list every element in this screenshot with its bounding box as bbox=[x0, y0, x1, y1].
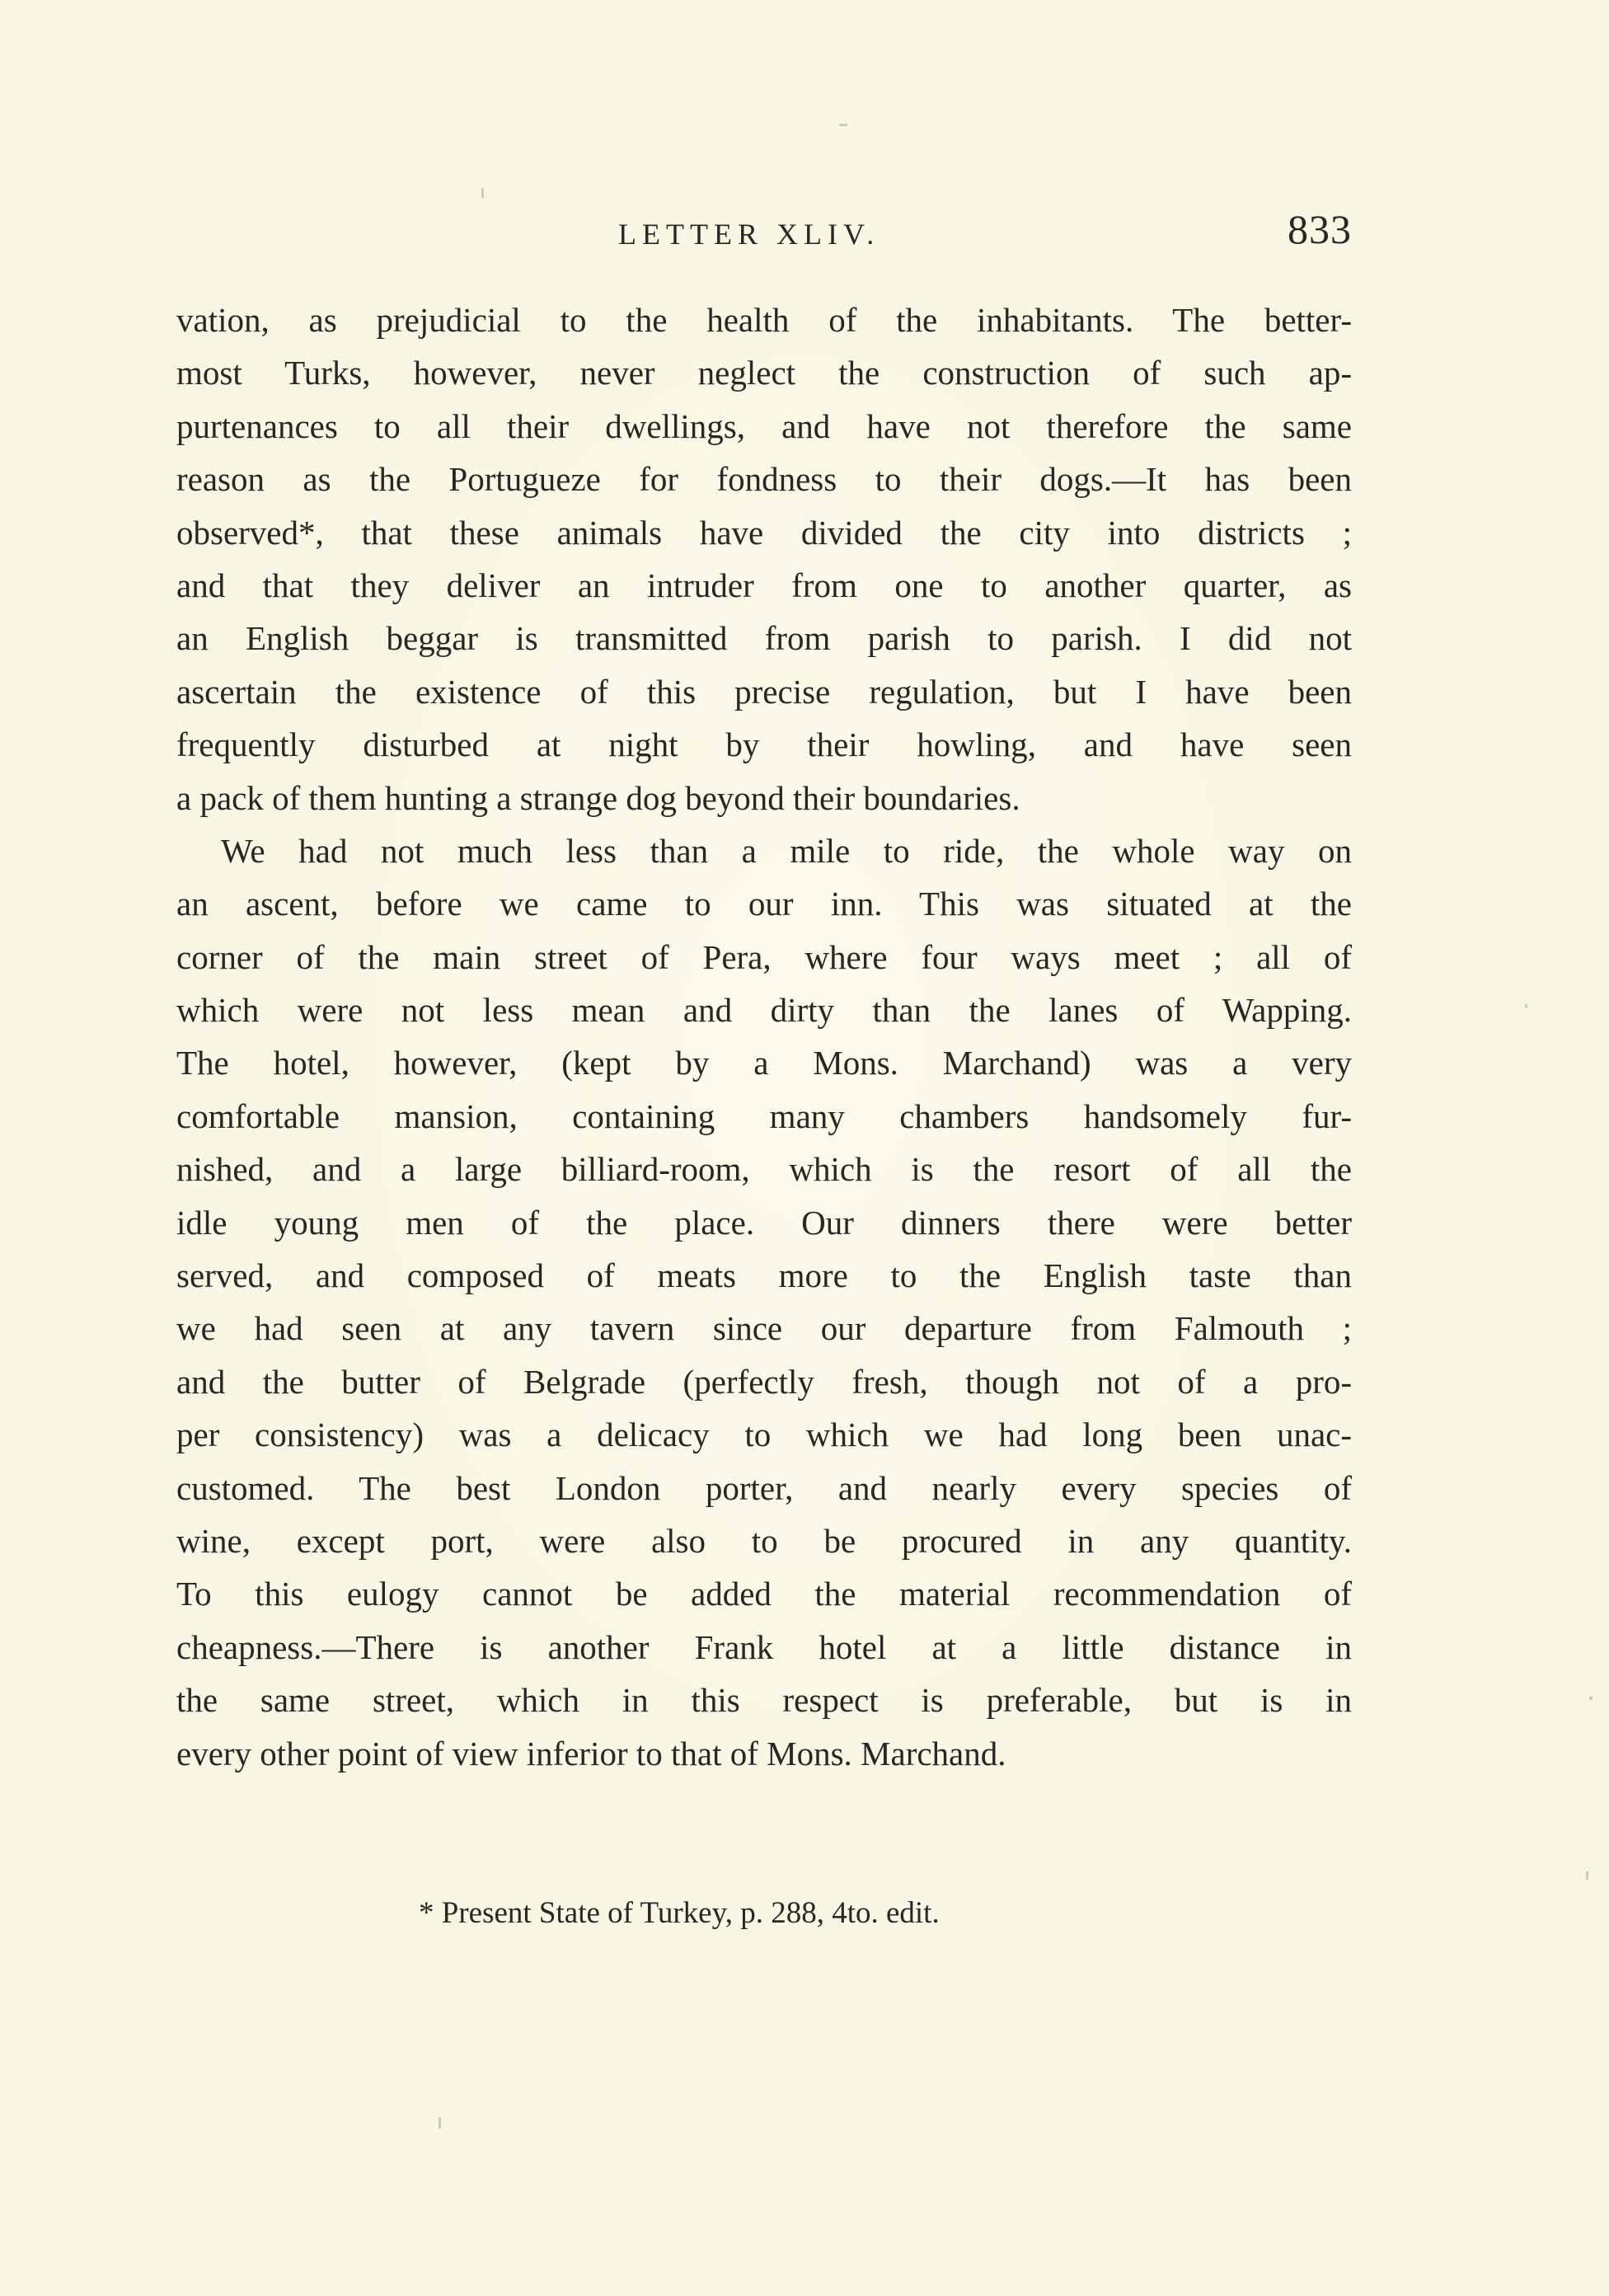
text-line: an ascent, before we came to our inn. This was situated at the bbox=[176, 885, 1352, 923]
text-line: served, and composed of meats more to the English taste than bbox=[176, 1256, 1352, 1295]
footnote: * Present State of Turkey, p. 288, 4to. edit. bbox=[419, 1896, 940, 1930]
paper-speck bbox=[1586, 1871, 1588, 1880]
paper-speck bbox=[439, 2117, 441, 2129]
text-line: and the butter of Belgrade (perfectly fresh, though not of a pro- bbox=[176, 1362, 1352, 1401]
text-line: every other point of view inferior to that of Mons. Marchand. bbox=[176, 1734, 1006, 1772]
text-line: comfortable mansion, containing many chambers handsomely fur- bbox=[176, 1096, 1352, 1135]
text-line: idle young men of the place. Our dinners there were better bbox=[176, 1203, 1352, 1242]
text-line: a pack of them hunting a strange dog beyond their boundaries. bbox=[176, 778, 1020, 817]
text-line: cheapness.—There is another Frank hotel at a little distance in bbox=[176, 1627, 1352, 1666]
paper-speck bbox=[481, 188, 484, 198]
text-line: wine, except port, were also to be procured in any quantity. bbox=[176, 1521, 1352, 1560]
text-line: The hotel, however, (kept by a Mons. Marchand) was a very bbox=[176, 1044, 1352, 1082]
text-line: ascertain the existence of this precise regulation, but I have been bbox=[176, 672, 1352, 711]
paper-speck bbox=[1525, 1004, 1527, 1008]
text-line: purtenances to all their dwellings, and have not therefore the same bbox=[176, 406, 1352, 445]
running-header bbox=[176, 206, 1352, 259]
page-number: 833 bbox=[1288, 206, 1352, 252]
paper-speck bbox=[1589, 1697, 1593, 1700]
text-line: frequently disturbed at night by their howling, and have seen bbox=[176, 725, 1352, 764]
text-line: and that they deliver an intruder from one to another quarter, as bbox=[176, 566, 1352, 604]
text-line: reason as the Portugueze for fondness to their dogs.—It has been bbox=[176, 460, 1352, 499]
text-line: per consistency) was a delicacy to which we had long been unac- bbox=[176, 1416, 1352, 1454]
text-line: most Turks, however, never neglect the construction of such ap- bbox=[176, 354, 1352, 392]
text-line: the same street, which in this respect is preferable, but is in bbox=[176, 1681, 1352, 1720]
text-line: we had seen at any tavern since our departure from Falmouth ; bbox=[176, 1309, 1352, 1348]
text-line: an English beggar is transmitted from parish to parish. I did not bbox=[176, 619, 1352, 658]
chapter-heading: LETTER XLIV. bbox=[618, 218, 880, 251]
text-line: observed*, that these animals have divided the city into districts ; bbox=[176, 513, 1352, 552]
text-line: We had not much less than a mile to ride, the whole way on bbox=[221, 831, 1352, 870]
text-line: nished, and a large billiard-room, which is the resort of all the bbox=[176, 1150, 1352, 1189]
paper-speck bbox=[839, 124, 847, 126]
text-line: corner of the main street of Pera, where four ways meet ; all of bbox=[176, 937, 1352, 976]
text-line: To this eulogy cannot be added the material recommendation of bbox=[176, 1575, 1352, 1613]
text-line: customed. The best London porter, and nearly every species of bbox=[176, 1468, 1352, 1507]
body-text bbox=[176, 293, 1352, 1780]
text-line: which were not less mean and dirty than the lanes of Wapping. bbox=[176, 991, 1352, 1030]
text-line: vation, as prejudicial to the health of the inhabitants. The better- bbox=[176, 301, 1352, 339]
